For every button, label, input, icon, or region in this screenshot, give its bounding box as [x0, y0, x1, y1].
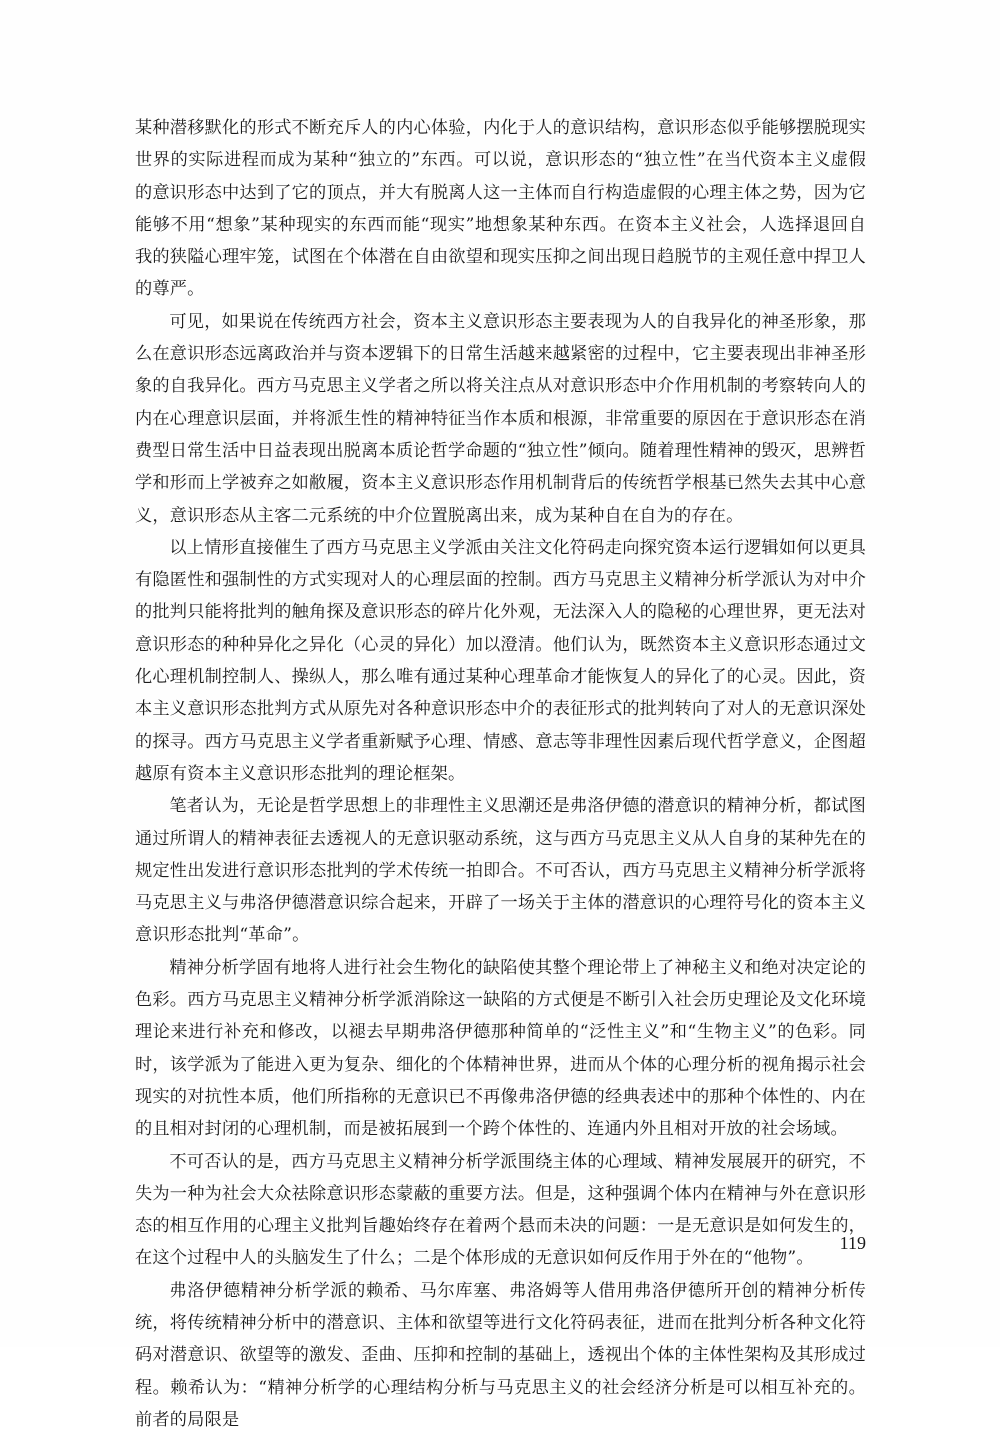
paragraph-3: 以上情形直接催生了西方马克思主义学派由关注文化符码走向探究资本运行逻辑如何以更具有隐匿性和强制性的方式实现对人的心理层面的控制。西方马克思主义精神分析学派认为对中介的批判只能将批判的触角探及意识形态的碎片化外观，无法深入人的隐秘的心理世界，更无法对意识形态的种种异化之异化（心灵的异化）加以澄清。他们认为，既然资本主义意识形态通过文化心理机制控制人、操纵人，那么唯有通过某种心理革命才能恢复人的异化了的心灵。因此，资本主义意识形态批判方式从原先对各种意识形态中介的表征形式的批判转向了对人的无意识深处的探寻。西方马克思主义学者重新赋予心理、情感、意志等非理性因素后现代哲学意义，企图超越原有资本主义意识形态批判的理论框架。	[135, 537, 866, 784]
paragraph-4: 笔者认为，无论是哲学思想上的非理性主义思潮还是弗洛伊德的潜意识的精神分析，都试图通过所谓人的精神表征去透视人的无意识驱动系统，这与西方马克思主义从人自身的某种先在的规定性出发进行意识形态批判的学术传统一拍即合。不可否认，西方马克思主义精神分析学派将马克思主义与弗洛伊德潜意识综合起来，开辟了一场关于主体的潜意识的心理符号化的资本主义意识形态批判“革命”。	[135, 796, 866, 946]
paragraph-7: 弗洛伊德精神分析学派的赖希、马尔库塞、弗洛姆等人借用弗洛伊德所开创的精神分析传统，将传统精神分析中的潜意识、主体和欲望等进行文化符码表征，进而在批判分析各种文化符码对潜意识、欲望等的激发、歪曲、压抑和控制的基础上，透视出个体的主体性架构及其形成过程。赖希认为：“精神分析学的心理结构分析与马克思主义的社会经济分析是可以相互补充的。前者的局限是	[135, 1280, 866, 1430]
page-number: 119	[839, 1233, 866, 1253]
body-text	[135, 112, 866, 1436]
paragraph-6: 不可否认的是，西方马克思主义精神分析学派围绕主体的心理域、精神发展展开的研究，不失为一种为社会大众祛除意识形态蒙蔽的重要方法。但是，这种强调个体内在精神与外在意识形态的相互作用的心理主义批判旨趣始终存在着两个悬而未决的问题：一是无意识是如何发生的，在这个过程中人的头脑发生了什么；二是个体形成的无意识如何反作用于外在的“他物”。	[135, 1151, 866, 1269]
paragraph-2: 可见，如果说在传统西方社会，资本主义意识形态主要表现为人的自我异化的神圣形象，那么在意识形态远离政治并与资本逻辑下的日常生活越来越紧密的过程中，它主要表现出非神圣形象的自我异化。西方马克思主义学者之所以将关注点从对意识形态中介作用机制的考察转向人的内在心理意识层面，并将派生性的精神特征当作本质和根源，非常重要的原因在于意识形态在消费型日常生活中日益表现出脱离本质论哲学命题的“独立性”倾向。随着理性精神的毁灭，思辨哲学和形而上学被弃之如敝履，资本主义意识形态作用机制背后的传统哲学根基已然失去其中心意义，意识形态从主客二元系统的中介位置脱离出来，成为某种自在自为的存在。	[135, 311, 866, 526]
paragraph-5: 精神分析学固有地将人进行社会生物化的缺陷使其整个理论带上了神秘主义和绝对决定论的色彩。西方马克思主义精神分析学派消除这一缺陷的方式便是不断引入社会历史理论及文化环境理论来进行补充和修改，以褪去早期弗洛伊德那种简单的“泛性主义”和“生物主义”的色彩。同时，该学派为了能进入更为复杂、细化的个体精神世界，进而从个体的心理分析的视角揭示社会现实的对抗性本质，他们所指称的无意识已不再像弗洛伊德的经典表述中的那种个体性的、内在的且相对封闭的心理机制，而是被拓展到一个跨个体性的、连通内外且相对开放的社会场域。	[135, 957, 866, 1140]
paragraph-1: 某种潜移默化的形式不断充斥人的内心体验，内化于人的意识结构，意识形态似乎能够摆脱现实世界的实际进程而成为某种“独立的”东西。可以说，意识形态的“独立性”在当代资本主义虚假的意识形态中达到了它的顶点，并大有脱离人这一主体而自行构造虚假的心理主体之势，因为它能够不用“想象”某种现实的东西而能“现实”地想象某种东西。在资本主义社会，人选择退回自我的狭隘心理牢笼，试图在个体潜在自由欲望和现实压抑之间出现日趋脱节的主观任意中捍卫人的尊严。	[135, 118, 866, 300]
